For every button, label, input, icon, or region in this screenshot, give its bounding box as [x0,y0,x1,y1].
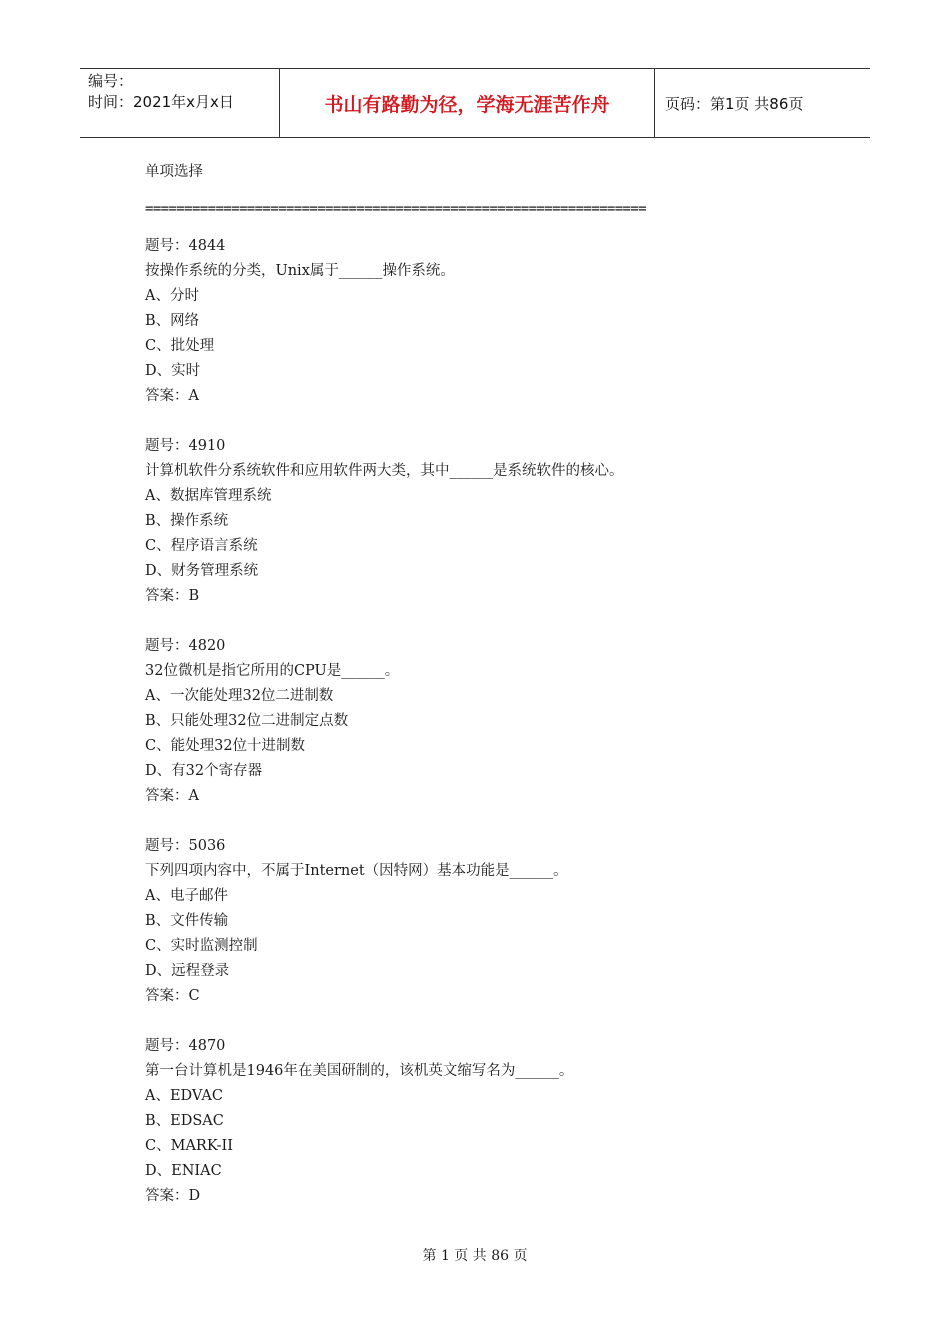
option-b: B、网络 [145,313,200,329]
option-d: D、财务管理系统 [145,563,259,579]
option-c: C、批处理 [145,338,215,354]
option-b: B、只能处理32位二进制定点数 [145,713,349,729]
option-a: A、EDVAC [145,1088,223,1104]
section-title: 单项选择 [145,164,203,180]
question-answer: 答案：B [145,588,200,604]
question-block [145,234,845,409]
option-c: C、能处理32位十进制数 [145,738,306,754]
question-block [145,834,845,1009]
document-time-label: 时间：2021年x月x日 [88,93,234,111]
option-a: A、一次能处理32位二进制数 [145,688,334,704]
page-footer: 第 1 页 共 86 页 [422,1248,528,1264]
question-id: 题号：4820 [145,638,226,654]
question-stem: 32位微机是指它所用的CPU是______。 [145,663,400,679]
option-c: C、实时监测控制 [145,938,258,954]
question-stem: 下列四项内容中，不属于Internet（因特网）基本功能是______。 [145,863,568,879]
option-a: A、数据库管理系统 [145,488,272,504]
question-id: 题号：4910 [145,438,226,454]
question-block [145,634,845,809]
option-b: B、EDSAC [145,1113,224,1129]
question-block [145,1034,845,1209]
question-answer: 答案：A [145,388,199,404]
question-id: 题号：4870 [145,1038,226,1054]
page-header [80,68,870,138]
header-motto: 书山有路勤为径，学海无涯苦作舟 [280,69,655,137]
option-d: D、ENIAC [145,1163,222,1179]
question-id: 题号：5036 [145,838,226,854]
document-number-label: 编号： [88,72,134,90]
option-a: A、电子邮件 [145,888,228,904]
question-stem: 计算机软件分系统软件和应用软件两大类，其中______是系统软件的核心。 [145,463,624,479]
option-b: B、操作系统 [145,513,229,529]
option-c: C、MARK-II [145,1138,233,1154]
question-stem: 第一台计算机是1946年在美国研制的，该机英文缩写名为______。 [145,1063,574,1079]
header-page-info: 页码：第1页 共86页 [665,94,804,113]
option-a: A、分时 [145,288,199,304]
question-answer: 答案：A [145,788,199,804]
question-answer: 答案：C [145,988,200,1004]
option-d: D、实时 [145,363,201,379]
document-body [145,160,845,1234]
separator-line: ================================================================ [145,201,647,217]
header-meta [80,69,280,137]
question-answer: 答案：D [145,1188,201,1204]
question-stem: 按操作系统的分类，Unix属于______操作系统。 [145,263,455,279]
option-b: B、文件传输 [145,913,229,929]
option-c: C、程序语言系统 [145,538,258,554]
question-id: 题号：4844 [145,238,226,254]
option-d: D、远程登录 [145,963,230,979]
option-d: D、有32个寄存器 [145,763,263,779]
question-block [145,434,845,609]
